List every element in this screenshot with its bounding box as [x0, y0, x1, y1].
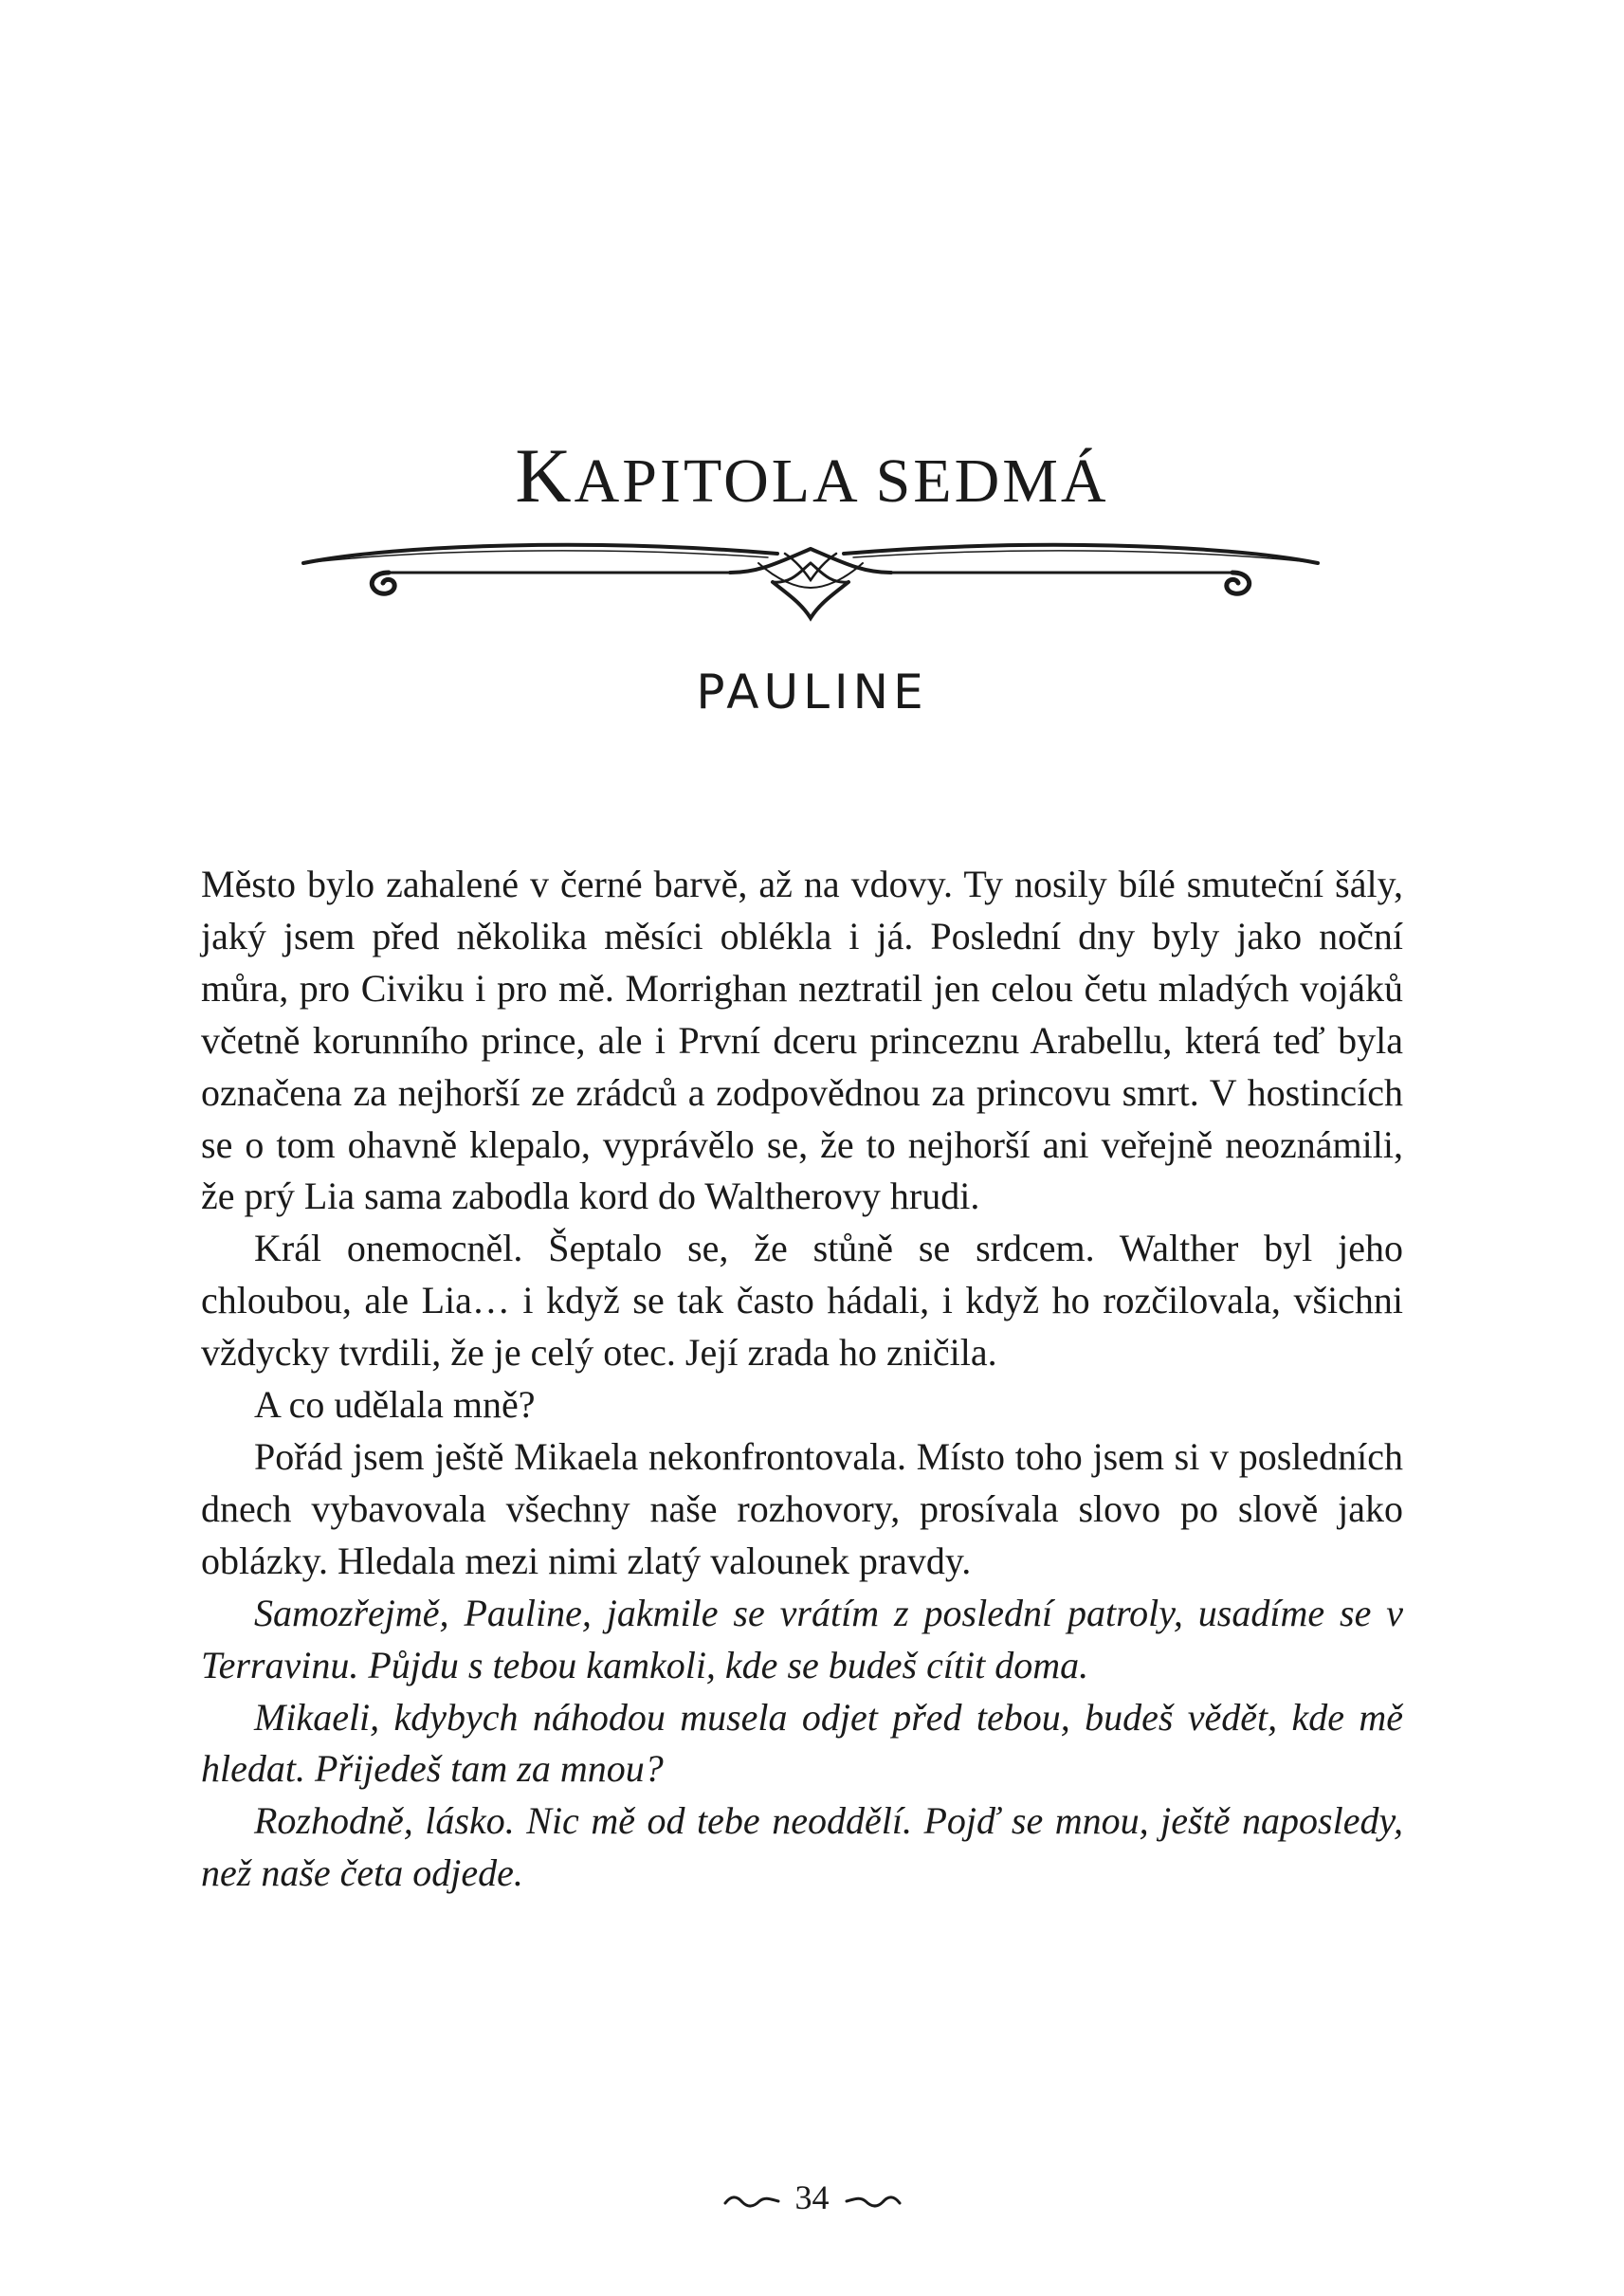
paragraph: Město bylo zahalené v černé barvě, až na vdovy. Ty nosily bílé smuteční šály, jaký jsem před několika měsíci oblékla i já. Poslední dny byly jako noční můra, pro Civiku i pro mě. Morrighan neztratil jen celou četu mladých vojáků včetně korunního prince, ale i První dceru princeznu Arabellu, která teď byla označena za nejhorší ze zrádců a zodpovědnou za princovu smrt. V hostincích se o tom ohavně klepalo, vyprávělo se, že to nejhorší ani veřejně neoznámili, že prý Lia sama zabodla kord do Waltherovy hrudi. [201, 863, 1403, 1218]
swash-left-icon [721, 2192, 782, 2211]
page-folio [0, 2177, 1624, 2218]
italic-paragraph: Rozhodně, lásko. Nic mě od tebe neoddělí. Pojď se mnou, ještě naposledy, než naše četa odjede. [201, 1799, 1403, 1895]
paragraph: Král onemocněl. Šeptalo se, že stůně se srdcem. Walther byl jeho chloubou, ale Lia… i když se tak často hádali, i když ho rozčilovala, všichni vždycky tvrdili, že je celý otec. Její zrada ho zničila. [201, 1227, 1403, 1375]
swash-right-icon [843, 2192, 903, 2211]
paragraph: A co udělala mně? [254, 1383, 536, 1427]
italic-paragraph: Mikaeli, kdybych náhodou musela odjet před tebou, budeš vědět, kde mě hledat. Přijedeš tam za mnou? [201, 1695, 1403, 1791]
body-text [201, 859, 1403, 1900]
page-number: 34 [794, 2178, 830, 2216]
chapter-title [0, 432, 1624, 519]
italic-paragraph: Samozřejmě, Pauline, jakmile se vrátím z poslední patroly, usadíme se v Terravinu. Půjdu s tebou kamkoli, kde se budeš cítit doma. [201, 1591, 1403, 1686]
chapter-title-initial: K [515, 432, 575, 519]
scroll-flourish-icon [284, 525, 1337, 629]
pov-heading: PAULINE [696, 665, 928, 720]
chapter-title-rest: APITOLA SEDMÁ [574, 446, 1109, 516]
paragraph: Pořád jsem ještě Mikaela nekonfrontovala. Místo toho jsem si v posledních dnech vybavovala všechny naše rozhovory, prosívala slovo po slově jako oblázky. Hledala mezi nimi zlatý valounek pravdy. [201, 1434, 1403, 1582]
